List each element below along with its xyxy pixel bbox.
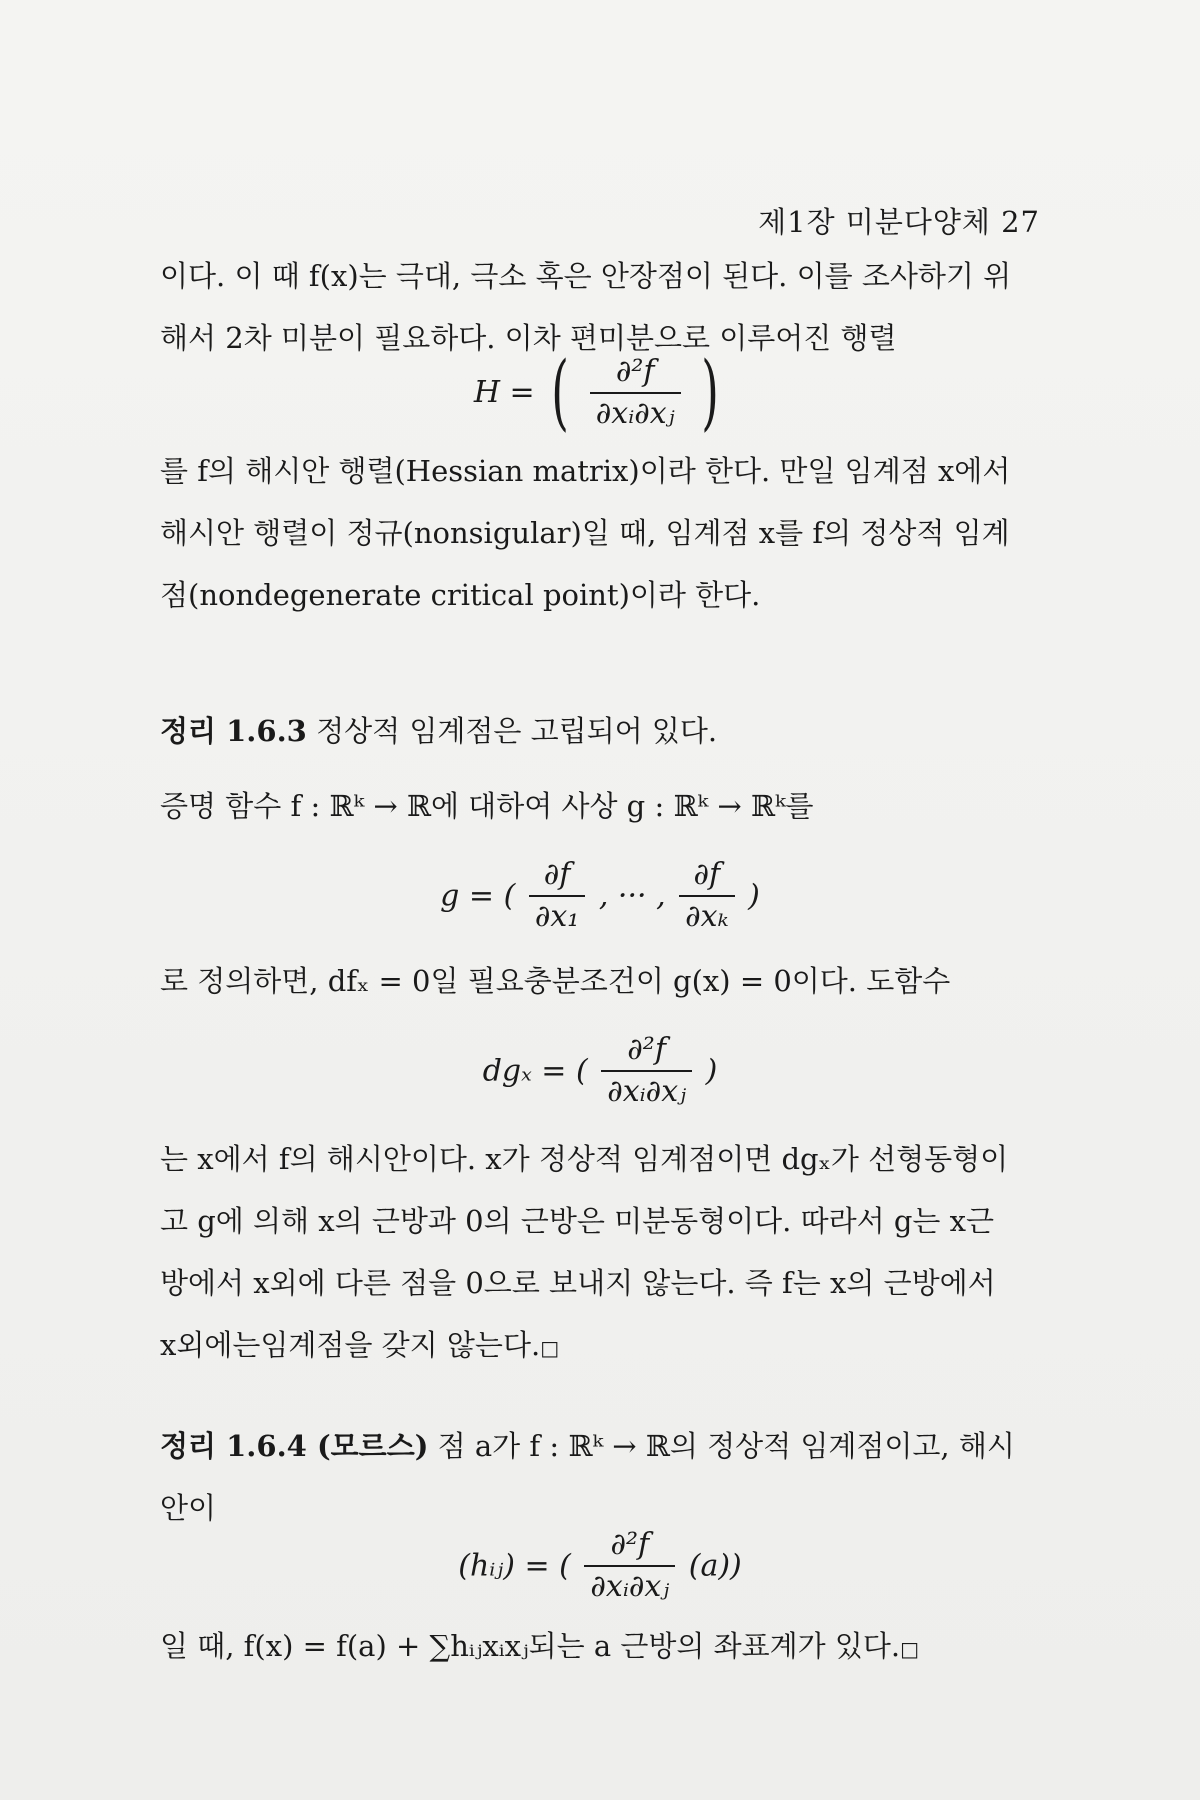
theorem-statement: 정상적 임계점은 고립되어 있다. xyxy=(306,714,718,748)
text-content: 일 때, f(x) = f(a) + ∑hᵢⱼxᵢxⱼ되는 a 근방의 좌표계가 있다. xyxy=(160,1629,901,1663)
qed-symbol: □ xyxy=(900,1637,920,1661)
equation-lhs: H = xyxy=(473,375,535,410)
running-header: 제1장 미분다양체 27 xyxy=(758,205,1040,239)
equation-lhs: dgₓ = ( xyxy=(482,1053,588,1089)
text-line: 해시안 행렬이 정규(nonsigular)일 때, 임계점 x를 f의 정상적 임계 xyxy=(160,516,1010,550)
paragraph-hessian-def xyxy=(160,440,1040,626)
equation-lhs: g = ( xyxy=(440,878,516,914)
equation-rhs: (a)) xyxy=(688,1548,742,1584)
text-line: 이다. 이 때 f(x)는 극대, 극소 혹은 안장점이 된다. 이를 조사하기 위 xyxy=(160,259,1012,293)
equation-morse xyxy=(0,1525,1200,1607)
equation-g xyxy=(0,855,1200,937)
theorem-1-6-3 xyxy=(160,700,1040,762)
fraction xyxy=(529,855,585,937)
numerator: ∂²f xyxy=(584,1525,675,1567)
theorem-statement: 점 a가 f : ℝᵏ → ℝ의 정상적 임계점이고, 해시 xyxy=(428,1429,1015,1463)
text-line: 는 x에서 f의 해시안이다. x가 정상적 임계점이면 dgₓ가 선형동형이 xyxy=(160,1142,1009,1176)
ellipsis: , ··· , xyxy=(598,878,666,914)
fraction xyxy=(601,1030,692,1112)
denominator: ∂xᵢ∂xⱼ xyxy=(607,1074,687,1109)
right-paren: ) xyxy=(705,1053,718,1089)
equation-dg xyxy=(0,1030,1200,1112)
proof-line-1: 증명 함수 f : ℝᵏ → ℝ에 대하여 사상 g : ℝᵏ → ℝᵏ를 xyxy=(160,789,814,823)
denominator: ∂x₁ xyxy=(534,899,580,934)
text-line: 점(nondegenerate critical point)이라 한다. xyxy=(160,578,761,612)
text-line xyxy=(160,1314,1040,1379)
equation-hessian xyxy=(0,345,1200,440)
left-paren: ( xyxy=(551,345,570,440)
numerator: ∂f xyxy=(529,855,585,897)
proof-body xyxy=(160,1128,1040,1379)
fraction xyxy=(584,1525,675,1607)
denominator: ∂xₖ xyxy=(685,899,729,934)
theorem-1-6-4 xyxy=(160,1415,1040,1539)
right-paren: ) xyxy=(701,345,719,440)
proof-line-2: 로 정의하면, dfₓ = 0일 필요충분조건이 g(x) = 0이다. 도함수 xyxy=(160,964,951,998)
numerator: ∂f xyxy=(679,855,734,897)
theorem-1-6-4-conclusion xyxy=(160,1615,1040,1680)
text-line: 를 f의 해시안 행렬(Hessian matrix)이라 한다. 만일 임계점 x에서 xyxy=(160,454,1011,488)
qed-symbol: □ xyxy=(540,1336,560,1360)
numerator: ∂²f xyxy=(590,352,681,394)
theorem-label: 정리 1.6.4 (모르스) xyxy=(160,1429,429,1463)
right-paren: ) xyxy=(748,878,760,914)
numerator: ∂²f xyxy=(601,1030,692,1072)
text-line xyxy=(160,1415,1040,1477)
text-content: x외에는임계점을 갖지 않는다. xyxy=(160,1328,541,1362)
text-line: 해서 2차 미분이 필요하다. 이차 편미분으로 이루어진 행렬 xyxy=(160,321,897,355)
text-line: 고 g에 의해 x의 근방과 0의 근방은 미분동형이다. 따라서 g는 x근 xyxy=(160,1204,995,1238)
equation-lhs: (hᵢⱼ) = ( xyxy=(458,1548,571,1584)
text-line: 안이 xyxy=(160,1491,217,1525)
text-line: 방에서 x외에 다른 점을 0으로 보내지 않는다. 즉 f는 x의 근방에서 xyxy=(160,1266,996,1300)
denominator: ∂xᵢ∂xⱼ xyxy=(590,1569,670,1604)
denominator: ∂xᵢ∂xⱼ xyxy=(595,395,675,431)
fraction xyxy=(679,855,734,937)
theorem-label: 정리 1.6.3 xyxy=(160,714,307,748)
fraction xyxy=(590,352,681,434)
